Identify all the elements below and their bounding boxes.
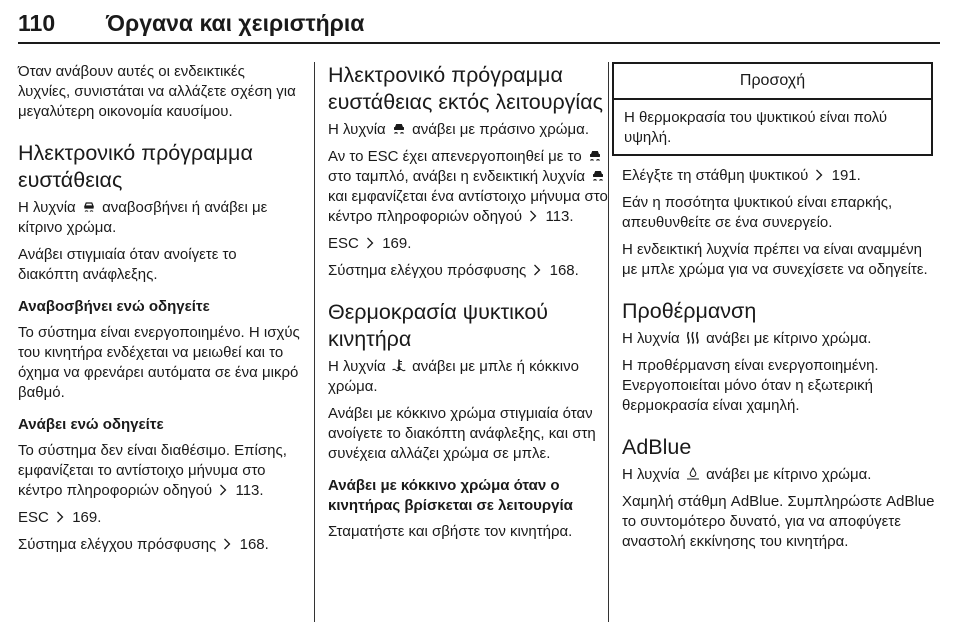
header-rule xyxy=(18,42,940,44)
section-heading-preheating: Προθέρμανση xyxy=(622,299,757,323)
paragraph: Σταματήστε και σβήστε τον κινητήρα. xyxy=(328,523,573,540)
paragraph: Εάν η ποσότητα ψυκτικού είναι επαρκής, απευθυνθείτε σε ένα συνεργείο. xyxy=(622,194,893,231)
paragraph: Το σύστημα είναι ενεργοποιημένο. Η ισχύς του κινητήρα ενδέχεται να μειωθεί και το όχημα να φρενάρει αυτόματα σε ένα μικρό βαθμό. xyxy=(18,324,300,401)
paragraph: Αν το ESC έχει απενεργοποιηθεί με το στο ταμπλό, ανάβει η ενδεικτική λυχνία και εμφανίζεται ένα αντίστοιχο μήνυμα στο κέντρο πληροφοριών οδηγού 113. xyxy=(328,148,608,225)
esc-off-icon xyxy=(392,122,406,135)
adblue-icon xyxy=(686,467,700,480)
paragraph: Χαμηλή στάθμη AdBlue. Συμπληρώστε AdBlue το συντομότερο δυνατό, για να αποφύγετε αναστολή εκκίνησης του κινητήρα. xyxy=(622,493,935,550)
page-reference-arrow-icon xyxy=(533,264,541,276)
caution-title: Προσοχή xyxy=(614,64,931,100)
cross-reference[interactable]: ESC 169. xyxy=(18,509,102,526)
page-reference-arrow-icon xyxy=(815,169,823,181)
page-number: 110 xyxy=(18,10,56,36)
paragraph: Η ενδεικτική λυχνία πρέπει να είναι αναμμένη με μπλε χρώμα για να συνεχίσετε να οδηγείτε. xyxy=(622,241,928,278)
cross-reference[interactable]: ESC 169. xyxy=(328,235,412,252)
esc-off-icon xyxy=(591,169,605,182)
paragraph: Ανάβει στιγμιαία όταν ανοίγετε το διακόπτη ανάφλεξης. xyxy=(18,246,237,283)
cross-reference[interactable]: Σύστημα ελέγχου πρόσφυσης 168. xyxy=(18,536,269,553)
paragraph: Το σύστημα δεν είναι διαθέσιμο. Επίσης, εμφανίζεται το αντίστοιχο μήνυμα στο κέντρο πληροφοριών οδηγού 113. xyxy=(18,442,287,499)
caution-text: Η θερμοκρασία του ψυκτικού είναι πολύ υψηλή. xyxy=(624,109,888,146)
esc-off-icon xyxy=(588,149,602,162)
paragraph: Η λυχνία αναβοσβήνει ή ανάβει με κίτρινο χρώμα. xyxy=(18,199,268,236)
paragraph: Ανάβει με κόκκινο χρώμα στιγμιαία όταν ανοίγετε το διακόπτη ανάφλεξης, και στη συνέχεια αλλάζει χρώμα σε μπλε. xyxy=(328,405,596,462)
page-reference-arrow-icon xyxy=(529,210,537,222)
column-1 xyxy=(18,62,300,562)
subheading: Αναβοσβήνει ενώ οδηγείτε xyxy=(18,298,210,315)
subheading: Ανάβει ενώ οδηγείτε xyxy=(18,416,164,433)
esc-skid-car-icon xyxy=(82,200,96,213)
paragraph: Ελέγξτε τη στάθμη ψυκτικού 191. xyxy=(622,167,861,184)
column-2 xyxy=(328,62,610,549)
caution-box xyxy=(612,62,933,156)
section-heading-esp-off: Ηλεκτρονικό πρόγραμμα ευστάθειας εκτός λειτουργίας xyxy=(328,63,603,114)
page-reference-arrow-icon xyxy=(366,237,374,249)
section-heading-adblue: AdBlue xyxy=(622,435,692,459)
page-reference-arrow-icon xyxy=(56,511,64,523)
column-3 xyxy=(622,62,940,559)
paragraph: Η προθέρμανση είναι ενεργοποιημένη. Ενεργοποιείται μόνο όταν η εξωτερική θερμοκρασία είναι χαμηλή. xyxy=(622,357,879,414)
column-divider xyxy=(314,62,315,622)
subheading: Ανάβει με κόκκινο χρώμα όταν ο κινητήρας βρίσκεται σε λειτουργία xyxy=(328,477,573,514)
intro-text: Όταν ανάβουν αυτές οι ενδεικτικές λυχνίες, συνιστάται να αλλάζετε σχέση για μεγαλύτερη οικονομία καυσίμου. xyxy=(18,63,296,120)
paragraph: Η λυχνία ανάβει με κίτρινο χρώμα. xyxy=(622,330,872,347)
cross-reference[interactable]: Σύστημα ελέγχου πρόσφυσης 168. xyxy=(328,262,579,279)
glow-plug-icon xyxy=(686,331,700,344)
paragraph: Η λυχνία ανάβει με πράσινο χρώμα. xyxy=(328,121,589,138)
paragraph: Η λυχνία ανάβει με κίτρινο χρώμα. xyxy=(622,466,872,483)
page-reference-arrow-icon xyxy=(219,484,227,496)
coolant-temperature-icon xyxy=(392,359,406,372)
paragraph: Η λυχνία ανάβει με μπλε ή κόκκινο χρώμα. xyxy=(328,358,579,395)
page-header xyxy=(18,4,940,46)
section-heading-coolant: Θερμοκρασία ψυκτικού κινητήρα xyxy=(328,300,549,351)
page-reference-arrow-icon xyxy=(223,538,231,550)
page-title: Όργανα και χειριστήρια xyxy=(106,10,365,36)
section-heading-esp: Ηλεκτρονικό πρόγραμμα ευστάθειας xyxy=(18,141,253,192)
